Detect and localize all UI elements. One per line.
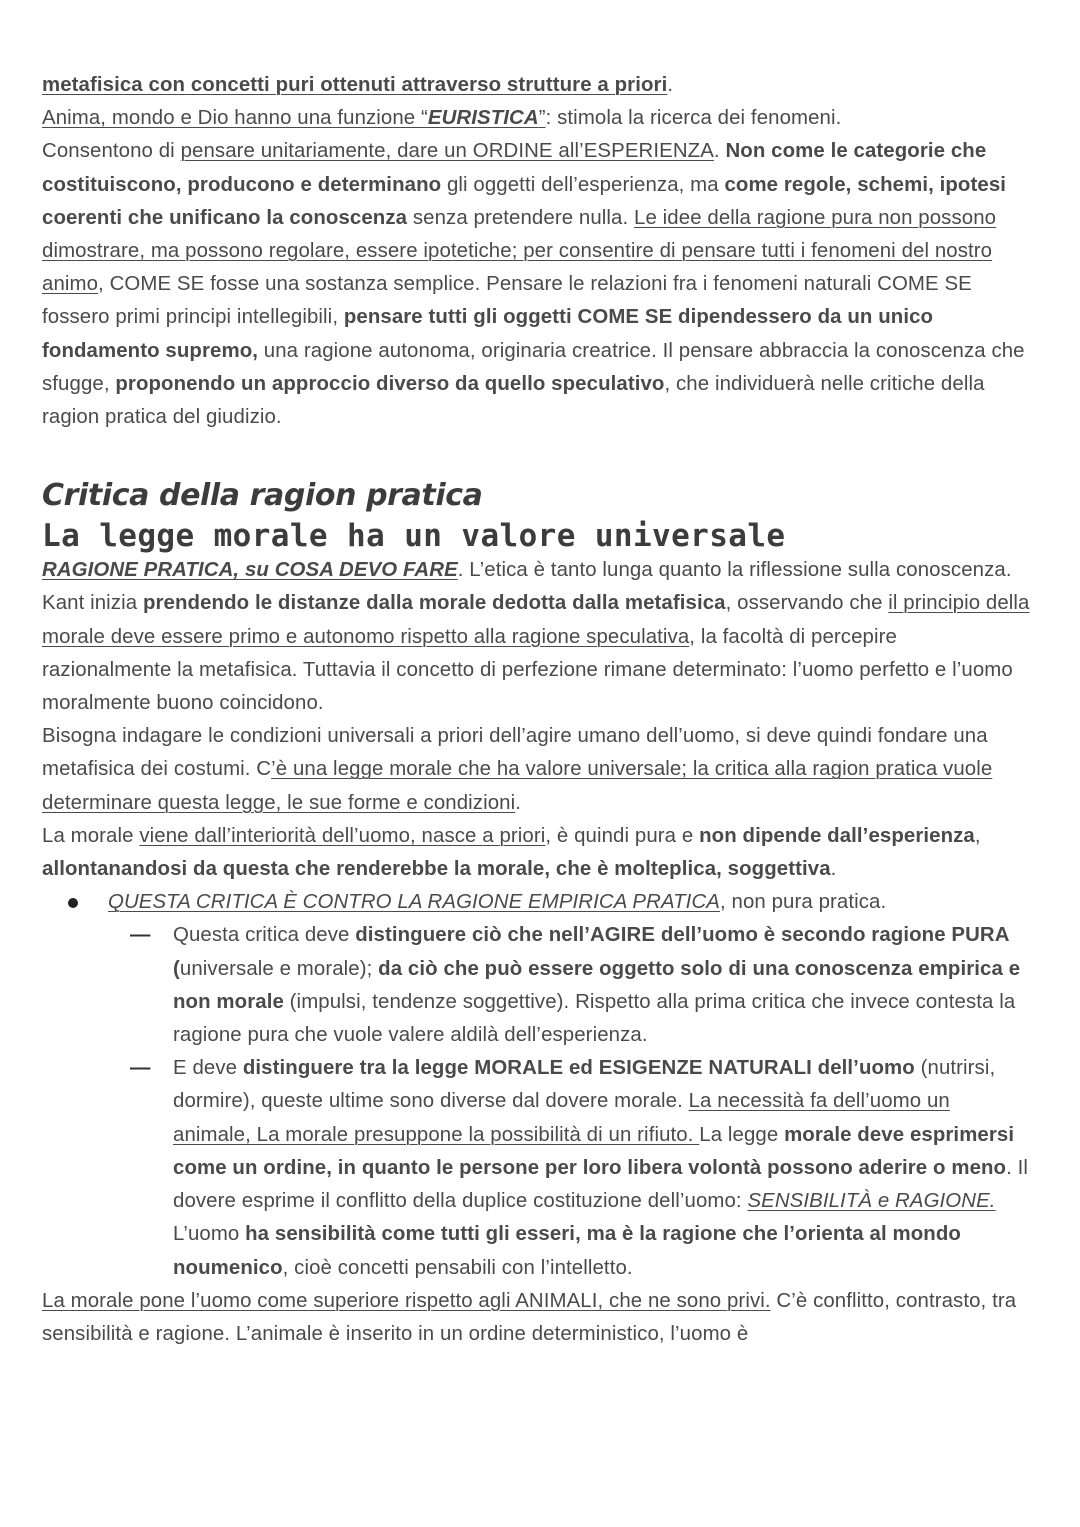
text-italic-underlined: SENSIBILITÀ e RAGIONE. [747,1190,996,1213]
text-span: . [830,858,837,881]
text-bold: distinguere tra la legge MORALE ed ESIGENZE NATURALI dell’uomo [242,1057,915,1080]
text-underlined: ’è una legge morale che ha valore universale; la critica alla ragion pratica vuole determinare questa legge, le sue forme e condizioni [42,758,993,814]
text-span: . Il dovere esprime il conflitto della duplice costituzione dell’uomo: [173,1156,1029,1213]
text-span: C’è conflitto, contrasto, tra sensibilità e ragione. L’animale è inserito in un ordine deterministico, l’uomo è [42,1289,1017,1345]
text-span: , è quindi pura e [545,824,700,847]
text-bold-italic-underlined: RAGIONE PRATICA, su COSA DEVO FARE [42,559,458,582]
subsection-title: La legge morale ha un valore universale [42,518,786,555]
paragraph-metafisica [42,69,1030,102]
text-span: (impulsi, tendenze soggettive). Rispetto alla prima critica che invece contesta la ragione pura che vuole valere aldilà dell’esperienza. [173,990,1016,1047]
paragraph-morale-interiorita [42,820,1030,886]
text-span: La legge [699,1123,785,1146]
paragraph-legge-morale [42,720,1030,820]
text-span: E deve [173,1057,243,1080]
text-span: La morale [42,824,140,847]
bullet-list-item [42,886,1030,919]
text-span: . L’etica è tanto lunga quanto la riflessione sulla conoscenza. Kant inizia [42,559,1012,615]
text-bold: pensare tutti gli oggetti COME SE dipendessero da un unico fondamento supremo, [42,306,934,362]
text-bold: morale deve esprimersi come un ordine, in quanto le persone per loro libera volontà possono aderire o meno [173,1123,1015,1179]
text-span: . [515,791,521,814]
text-underlined: ” [538,107,546,130]
text-span: Consentono di [42,140,181,163]
text-span: . [713,140,726,163]
paragraph-euristica [42,102,1030,434]
text-span: Bisogna indagare le condizioni universali a priori dell’agire umano dell’uomo, si deve quindi fondare una metafisica dei costumi. C [42,725,988,781]
text-span: una ragione autonoma, originaria creatrice. Il pensare abbraccia la conoscenza che sfugge, [42,339,1025,395]
text-underlined: La morale pone l’uomo come superiore rispetto agli ANIMALI, che ne sono privi. [42,1289,771,1312]
text-span: Questa critica deve [173,924,356,947]
paragraph-animali [42,1285,1030,1351]
text-underlined: viene dall’interiorità dell’uomo, nasce a priori [139,824,546,847]
text-span: . [667,74,674,96]
text-italic-underlined: QUESTA CRITICA È CONTRO LA RAGIONE EMPIRICA PRATICA [108,891,720,914]
text-bold: distinguere ciò che nell’AGIRE dell’uomo è secondo ragione PURA ( [173,924,1009,980]
text-span: : stimola la ricerca dei fenomeni. [545,107,842,130]
dash-list-item-1 [42,919,1030,1052]
text-span: , [974,824,981,847]
text-euristica: EURISTICA [427,107,539,130]
text-span: senza pretendere nulla. [407,206,635,229]
text-span: , che individuerà nelle critiche della ragion pratica del giudizio. [42,372,985,429]
text-span: universale e morale); [179,957,379,980]
text-underlined: Le idee della ragione pura non possono dimostrare, ma possono regolare, essere ipotetiche; per consentire di pensare tutti i fenomeni del nostro animo [42,206,997,296]
paragraph-ragione-pratica [42,554,1030,720]
text-underlined: pensare unitariamente, dare un ORDINE all’ESPERIENZA [180,140,714,163]
text-underlined: il principio della morale deve essere primo e autonomo rispetto alla ragione speculativa [42,592,1030,648]
text-underlined: La necessità fa dell’uomo un animale, La morale presuppone la possibilità di un rifiuto. [173,1090,950,1146]
text-span: gli oggetti dell’esperienza, ma [441,173,725,196]
section-spacer [42,434,1030,474]
section-title: Critica della ragion pratica [42,478,483,514]
text-bold: Non come le categorie che costituiscono, producono e determinano [42,140,987,196]
dash-bullet-icon: — [130,1057,151,1080]
text-bold: da ciò che può essere oggetto solo di una conoscenza empirica e non morale [173,957,1021,1013]
text-bold: come regole, schemi, ipotesi coerenti che unificano la conoscenza [42,173,1007,229]
text-span: , cioè concetti pensabili con l’intelletto. [282,1256,633,1279]
text-bold: allontanandosi da questa che renderebbe la morale, che è molteplica, soggettiva [42,858,831,881]
dash-bullet-icon: — [130,924,151,947]
bullet-dot-icon [68,898,78,908]
dash-list-item-2 [42,1052,1030,1284]
text-underlined: Anima, mondo e Dio hanno una funzione “ [42,107,428,130]
text-bold: ha sensibilità come tutti gli esseri, ma è la ragione che l’orienta al mondo noumenico [173,1223,961,1279]
text-span: , la facoltà di percepire razionalmente la metafisica. Tuttavia il concetto di perfezione rimane determinato: l’uomo perfetto e l’uomo moralmente buono coincidono. [42,625,1013,715]
text-span: L’uomo [173,1223,246,1246]
text-span: , non pura pratica. [719,891,887,914]
text-bold-underlined: metafisica con concetti puri ottenuti attraverso strutture a priori [42,74,668,96]
text-bold: prendendo le distanze dalla morale dedotta dalla metafisica [142,592,726,615]
text-span: , COME SE fosse una sostanza semplice. Pensare le relazioni fra i fenomeni naturali COME SE fossero primi principi intellegibili, [42,273,972,329]
text-span: , osservando che [725,592,889,615]
text-span: (nutrirsi, dormire), queste ultime sono diverse dal dovere morale. [173,1057,996,1113]
text-bold: non dipende dall’esperienza [699,824,975,847]
text-bold: proponendo un approccio diverso da quello speculativo [115,372,665,395]
